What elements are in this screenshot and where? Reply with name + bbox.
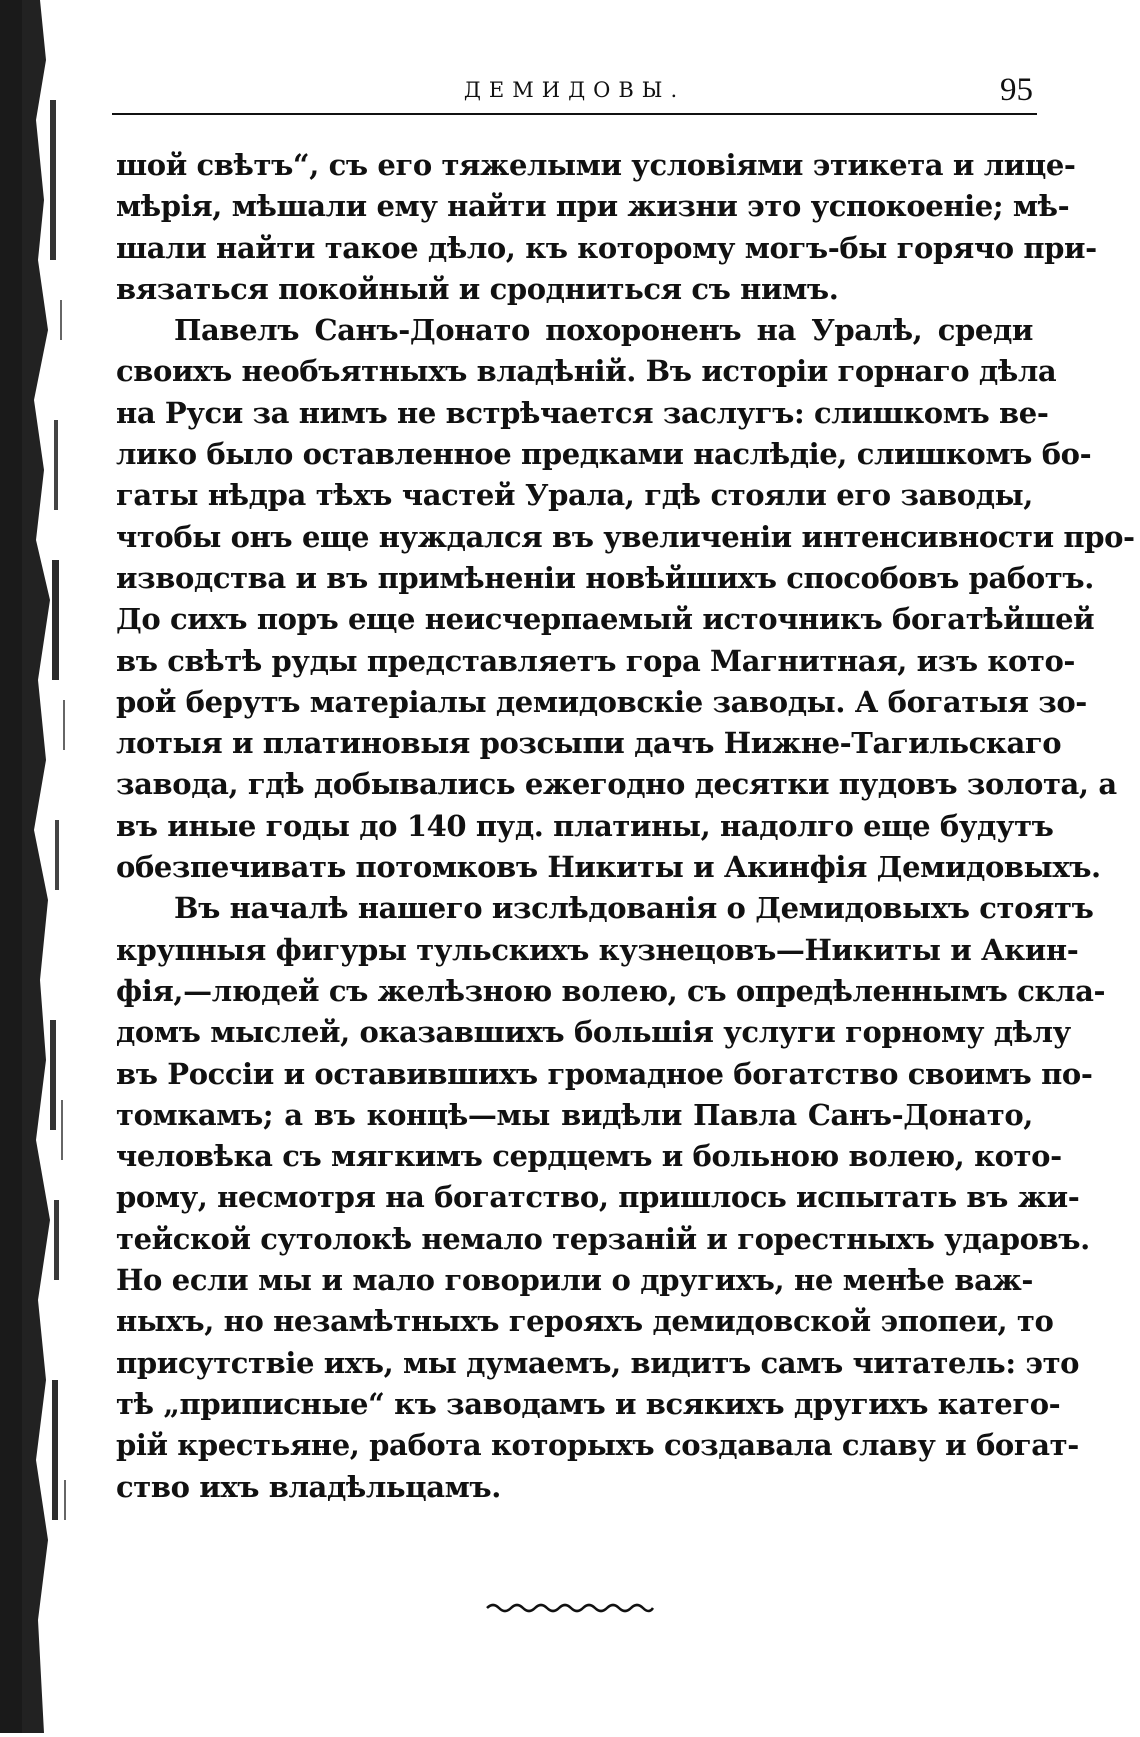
text-line: человѣка съ мягкимъ сердцемъ и больною волею, кото- [116,1139,1062,1174]
text-line: присутствіе ихъ, мы думаемъ, видитъ самъ читатель: это [116,1345,1080,1380]
text-line: фія,—людей съ желѣзною волею, съ опредѣленнымъ скла- [116,973,1106,1008]
scanned-spine-edge [0,0,78,1733]
text-line: шали найти такое дѣло, къ которому могъ-бы горячо при- [116,230,1097,265]
text-line: на Руси за нимъ не встрѣчается заслугъ: слишкомъ ве- [116,395,1049,430]
header-rule [112,113,1037,115]
text-line: Павелъ Санъ-Донато похороненъ на Уралѣ, среди [174,313,1033,348]
end-ornament [485,1600,655,1620]
text-line: тѣ „приписные“ къ заводамъ и всякихъ другихъ катего- [116,1386,1061,1421]
text-line: Въ началѣ нашего изслѣдованія о Демидовыхъ стоятъ [174,891,1094,926]
text-line: тейской сутолокѣ немало терзаній и горестныхъ ударовъ. [116,1221,1090,1256]
text-line: своихъ необъятныхъ владѣній. Въ исторіи горнаго дѣла [116,354,1057,389]
text-line: въ Россіи и оставившихъ громадное богатство своимъ по- [116,1056,1093,1091]
text-line: въ иные годы до 140 пуд. платины, надолго еще будутъ [116,808,1054,843]
text-line: крупныя фигуры тульскихъ кузнецовъ—Никиты и Акин- [116,932,1079,967]
page-number: 95 [1000,72,1033,108]
text-line: ство ихъ владѣльцамъ. [116,1469,501,1504]
text-line: До сихъ поръ еще неисчерпаемый источникъ богатѣйшей [116,602,1095,637]
text-line: Но если мы и мало говорили о другихъ, не менѣе важ- [116,1263,1033,1298]
text-line: лотыя и платиновыя розсыпи дачъ Нижне-Тагильскаго [116,726,1062,761]
text-line: лико было оставленное предками наслѣдіе, слишкомъ бо- [116,437,1092,472]
text-line: въ свѣтѣ руды представляетъ гора Магнитная, изъ кото- [116,643,1076,678]
text-line: мѣрія, мѣшали ему найти при жизни это успокоеніе; мѣ- [116,189,1070,224]
text-line: томкамъ; а въ концѣ—мы видѣли Павла Санъ-Донато, [116,1097,1033,1132]
text-line: обезпечивать потомковъ Никиты и Акинфія Демидовыхъ. [116,850,1101,885]
running-title: ДЕМИДОВЫ. [463,78,686,102]
text-line: гаты нѣдра тѣхъ частей Урала, гдѣ стояли его заводы, [116,478,1033,513]
text-line: рому, несмотря на богатство, пришлось испытать въ жи- [116,1180,1080,1215]
text-line: ныхъ, но незамѣтныхъ герояхъ демидовской эпопеи, то [116,1304,1054,1339]
text-line: рій крестьяне, работа которыхъ создавала славу и богат- [116,1428,1079,1463]
text-line: рой берутъ матеріалы демидовскіе заводы. А богатыя зо- [116,684,1087,719]
text-line: завода, гдѣ добывались ежегодно десятки пудовъ золота, а [116,767,1117,802]
body-text [116,145,1135,1508]
text-line: шой свѣтъ“, съ его тяжелыми условіями этикета и лице- [116,148,1076,182]
text-line: вязаться покойный и сродниться съ нимъ. [116,271,839,306]
text-line: домъ мыслей, оказавшихъ большія услуги горному дѣлу [116,1015,1071,1050]
page-header [112,72,1037,114]
text-line: изводства и въ примѣненіи новѣйшихъ способовъ работъ. [116,560,1094,595]
text-line: чтобы онъ еще нуждался въ увеличеніи интенсивности про- [116,519,1135,554]
